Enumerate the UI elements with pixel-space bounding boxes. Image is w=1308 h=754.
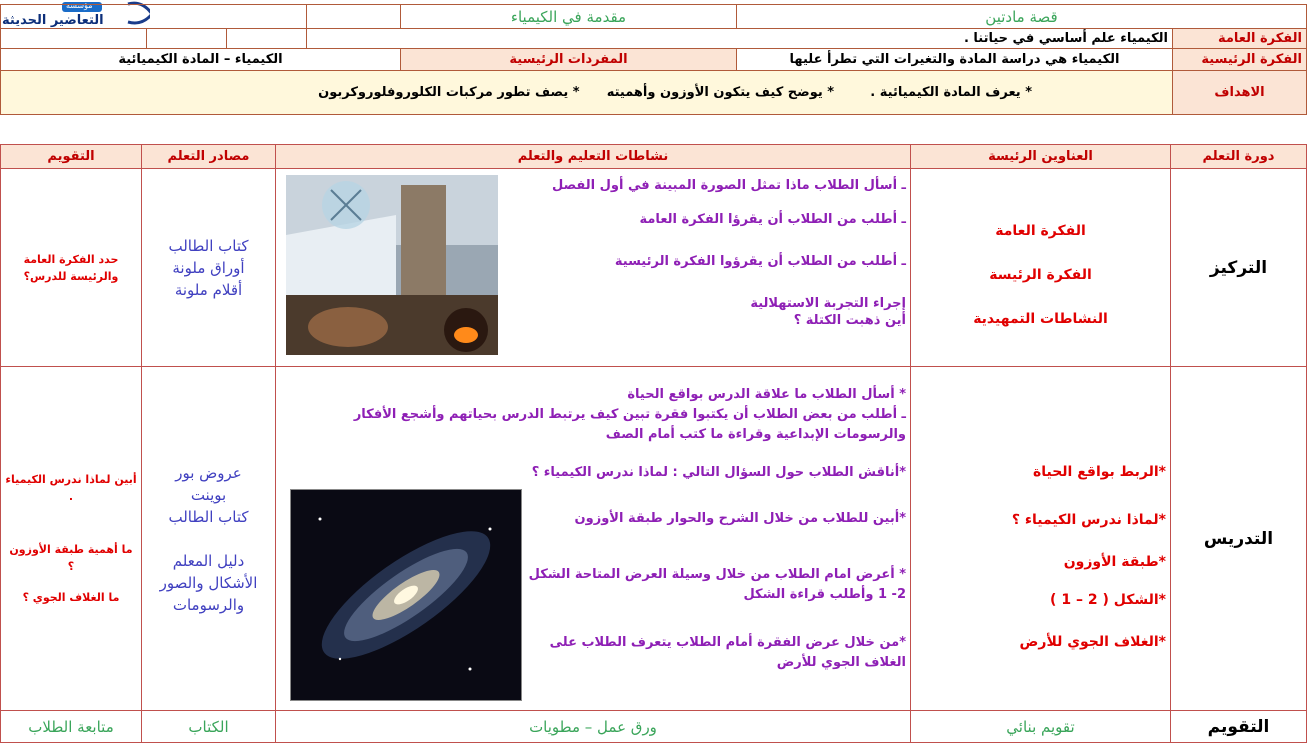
heading-item: الفكرة الرئيسة <box>989 266 1092 283</box>
general-idea-label: الفكرة العامة <box>1173 29 1307 49</box>
logo-badge: مؤسسة <box>66 1 93 10</box>
col-evaluation: التقويم <box>1 145 142 169</box>
table-row-teach <box>1 367 1307 711</box>
logo-text: التعاضير الحديثة <box>2 13 104 28</box>
stage-focus: التركيز <box>1171 169 1307 367</box>
source-item: كتاب الطالب <box>168 507 249 526</box>
activity-item: أين ذهبت الكتلة ؟ <box>793 313 906 328</box>
heading-item: *لماذا ندرس الكيمياء ؟ <box>1011 511 1166 528</box>
source-item: والرسومات <box>172 595 245 614</box>
teach-evaluation <box>1 367 142 711</box>
vocab-label: المفردات الرئيسية <box>401 49 737 71</box>
heading-item: *الربط بواقع الحياة <box>1032 463 1166 480</box>
source-item: أقلام ملونة <box>174 280 243 299</box>
subject-title: قصة مادتين <box>737 5 1307 29</box>
main-idea-text: الكيمياء هي دراسة المادة والتغيرات التي تطرأ عليها <box>737 49 1173 71</box>
source-item: كتاب الطالب <box>168 236 249 255</box>
evaluation-item: ما الغلاف الجوي ؟ <box>22 591 120 604</box>
assess-sources: الكتاب <box>142 711 276 743</box>
heading-item: *طبقة الأوزون <box>1063 553 1166 570</box>
activity-item: ـ أطلب من الطلاب أن يقرؤوا الفكرة الرئيسية <box>614 254 906 269</box>
activity-item: ـ أطلب من الطلاب أن يقرؤا الفكرة العامة <box>639 212 906 227</box>
empty-cell <box>307 5 401 29</box>
lesson-info-table <box>0 4 1307 115</box>
teach-activities <box>276 367 911 711</box>
teach-sources <box>142 367 276 711</box>
empty-cell <box>1 29 147 49</box>
activity-item: *من خلال عرض الفقرة أمام الطلاب يتعرف الطلاب على الغلاف الجوي للأرض <box>549 635 906 670</box>
assess-evaluation: متابعة الطلاب <box>1 711 142 743</box>
objectives-label: الاهداف <box>1173 71 1307 115</box>
activity-item: إجراء التجربة الاستهلالية <box>750 296 906 311</box>
assess-headings: تقويم بنائي <box>911 711 1171 743</box>
activity-item: * أعرض امام الطلاب من خلال وسيلة العرض المتاحة الشكل 2- 1 وأطلب قراءة الشكل <box>528 567 906 602</box>
source-item: عروض بور <box>175 463 242 482</box>
source-item: دليل المعلم <box>172 551 245 570</box>
focus-sources <box>142 169 276 367</box>
activity-item: ـ أطلب من بعض الطلاب أن يكتبوا فقرة تبين كيف يرتبط الدرس بحياتهم وأشجع الأفكار والرسومات الإبداعية وقراءة ما كتب أمام الصف <box>353 407 906 442</box>
activity-item: * أسأل الطلاب ما علاقة الدرس بواقع الحياة <box>627 387 906 402</box>
source-item: الأشكال والصور <box>159 573 258 592</box>
source-item: أوراق ملونة <box>172 258 245 277</box>
activity-item: *أناقش الطلاب حول السؤال التالي : لماذا ندرس الكيمياء ؟ <box>531 465 906 480</box>
focus-headings <box>911 169 1171 367</box>
col-cycle: دورة التعلم <box>1171 145 1307 169</box>
empty-cell <box>227 29 307 49</box>
general-idea-text: الكيمياء علم أساسي في حياتنا . <box>307 29 1173 49</box>
house-snow-image <box>286 175 498 355</box>
source-item <box>146 528 271 550</box>
activity-item: ـ أسأل الطلاب ماذا تمثل الصورة المبينة في أول الفصل <box>552 178 906 193</box>
evaluation-item: أبين لماذا ندرس الكيمياء . <box>5 473 137 503</box>
heading-item: *الشكل ( 2 – 1 ) <box>1050 591 1166 608</box>
assess-activities: ورق عمل – مطويات <box>276 711 911 743</box>
heading-item: النشاطات التمهيدية <box>973 310 1108 327</box>
vocab-text: الكيمياء – المادة الكيميائية <box>1 49 401 71</box>
objectives-text: * يعرف المادة الكيميائية . * يوضح كيف يتكون الأوزون وأهميته * يصف تطور مركبات الكلوروفلوروكربون <box>1 71 1173 115</box>
lesson-plan-table <box>0 144 1307 743</box>
logo-cell <box>1 5 307 29</box>
heading-item: الفكرة العامة <box>995 222 1086 239</box>
source-item: بوينت <box>190 485 227 504</box>
main-idea-label: الفكرة الرئيسية <box>1173 49 1307 71</box>
heading-item: *الغلاف الجوي للأرض <box>1019 633 1166 650</box>
activity-item: *أبين للطلاب من خلال الشرح والحوار طبقة الأوزون <box>574 511 906 526</box>
teach-headings <box>911 367 1171 711</box>
lesson-title: مقدمة في الكيمياء <box>401 5 737 29</box>
table-row-assess <box>1 711 1307 743</box>
evaluation-item: ما أهمية طبقة الأوزون ؟ <box>9 543 133 573</box>
stage-teach: التدريس <box>1171 367 1307 711</box>
galaxy-image <box>290 489 522 701</box>
empty-cell <box>147 29 227 49</box>
col-activities: نشاطات التعليم والتعلم <box>276 145 911 169</box>
stage-assess: التقويم <box>1171 711 1307 743</box>
table-row-focus <box>1 169 1307 367</box>
focus-evaluation: حدد الفكرة العامة والرئيسة للدرس؟ <box>1 169 142 367</box>
col-sources: مصادر التعلم <box>142 145 276 169</box>
focus-activities <box>276 169 911 367</box>
col-headings: العناوين الرئيسة <box>911 145 1171 169</box>
